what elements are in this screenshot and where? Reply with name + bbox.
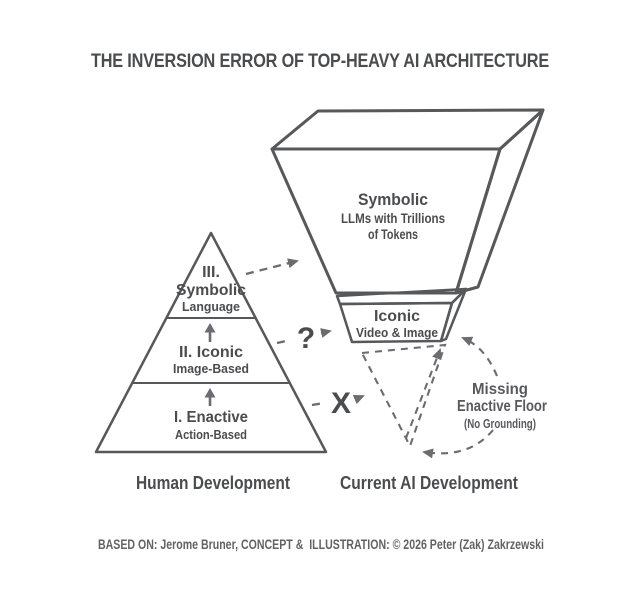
enactive-mapping-arrow xyxy=(356,396,363,399)
up-arrow-icon xyxy=(205,323,216,342)
iconic-block xyxy=(337,289,466,342)
symbolic-mapping-arrow xyxy=(246,261,297,274)
missing-floor-label-line1: Missing xyxy=(472,381,528,398)
up-arrow-icon xyxy=(205,388,216,406)
attribution-footer: BASED ON: Jerome Bruner, CONCEPT & ILLUSTRATION: © 2026 Peter (Zak) Zakrzewski xyxy=(98,537,544,552)
pyramid-level1-sub: Action-Based xyxy=(175,427,248,442)
human-pyramid xyxy=(96,233,326,452)
iconic-block-subtitle: Video & Image xyxy=(356,325,438,340)
pyramid-level3-numeral: III. xyxy=(202,264,220,281)
missing-floor xyxy=(362,338,547,453)
symbolic-block xyxy=(272,110,543,293)
pyramid-level2-name: II. Iconic xyxy=(179,344,244,361)
missing-floor-upper-curved-arrow xyxy=(463,338,497,376)
symbolic-block-top-face xyxy=(272,110,543,149)
ai-development-caption: Current AI Development xyxy=(340,473,518,493)
diagram-title: THE INVERSION ERROR OF TOP-HEAVY AI ARCHITECTURE xyxy=(91,51,549,72)
missing-floor-dashed-triangle xyxy=(362,345,445,446)
iconic-block-title: Iconic xyxy=(374,308,421,325)
iconic-mapping-dash-left xyxy=(277,340,290,343)
missing-floor-inner-arrow xyxy=(406,350,440,438)
symbolic-block-subtitle-line2: of Tokens xyxy=(368,227,418,242)
enactive-mapping-dash-left xyxy=(312,403,324,405)
missing-floor-lower-curved-arrow xyxy=(424,430,493,453)
symbolic-block-side-face xyxy=(456,110,543,293)
iconic-block-top-face xyxy=(337,289,466,304)
iconic-mapping-arrow xyxy=(321,331,330,333)
pyramid-level1-name: I. Enactive xyxy=(174,409,249,426)
missing-floor-label-line3: (No Grounding) xyxy=(464,417,536,431)
missing-floor-label-line2: Enactive Floor xyxy=(457,398,547,415)
pyramid-level3-sub: Language xyxy=(182,299,240,314)
x-mark: X xyxy=(330,387,352,420)
connector-arrows xyxy=(246,261,363,420)
pyramid-level2-sub: Image-Based xyxy=(173,361,250,376)
question-mark: ? xyxy=(296,322,316,355)
symbolic-block-title: Symbolic xyxy=(358,190,428,209)
human-development-caption: Human Development xyxy=(136,473,290,493)
pyramid-level3-name: Symbolic xyxy=(176,282,247,299)
iconic-block-side-face xyxy=(441,289,466,341)
symbolic-block-subtitle-line1: LLMs with Trillions xyxy=(341,211,445,226)
